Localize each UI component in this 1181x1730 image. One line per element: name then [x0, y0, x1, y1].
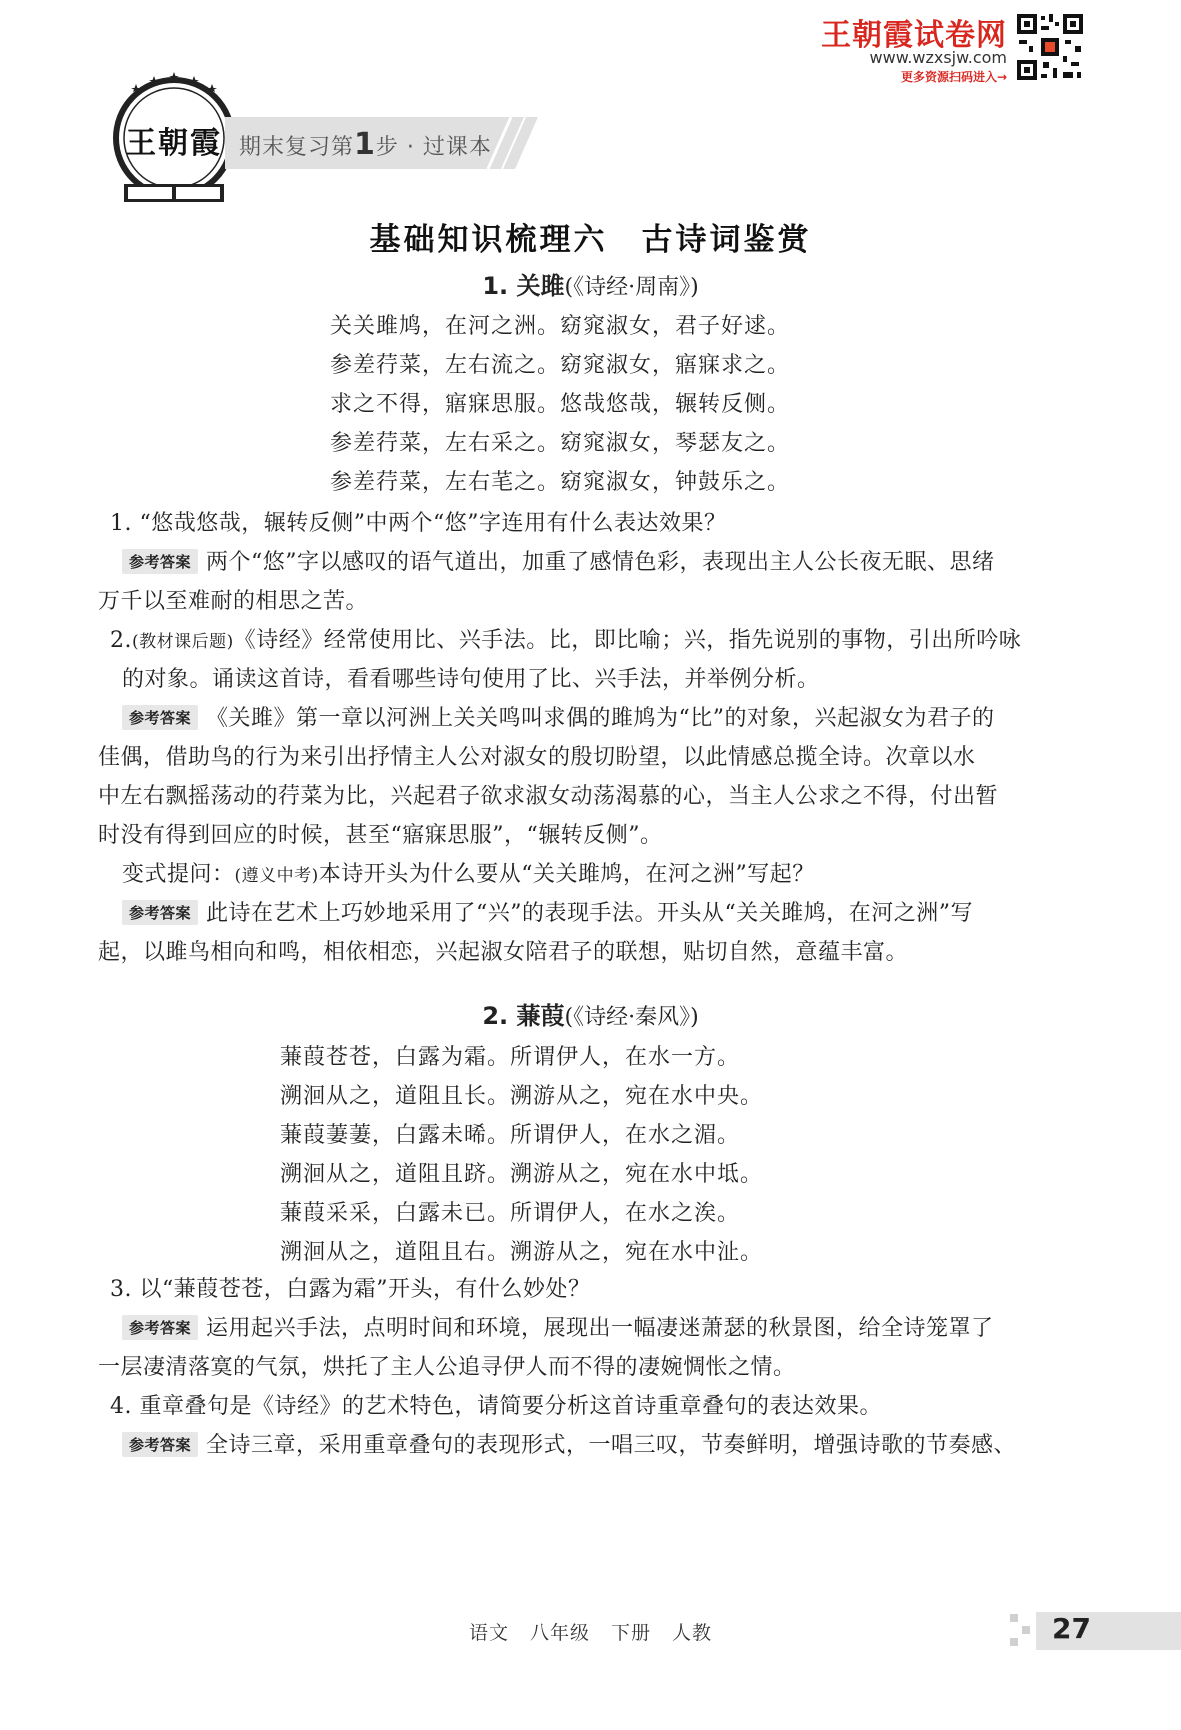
question-4: 4. 重章叠句是《诗经》的艺术特色，请简要分析这首诗重章叠句的表达效果。: [110, 1394, 882, 1419]
poem-number: 2. 蒹葭: [482, 1002, 565, 1030]
poem-line: 求之不得，寤寐思服。悠哉悠哉，辗转反侧。: [330, 392, 791, 417]
answer-tag: 参考答案: [122, 549, 198, 574]
poem-line: 蒹葭苍苍，白露为霜。所谓伊人，在水一方。: [280, 1045, 741, 1070]
answer-4-line: [122, 1428, 1016, 1459]
header-banner: [225, 117, 538, 169]
brand-block: [785, 10, 1085, 82]
variant-text: 本诗开头为什么要从“关关雎鸠，在河之洲”写起？: [318, 862, 815, 887]
logo-badge: [104, 72, 244, 212]
header-prefix: 期末复习第: [239, 135, 355, 160]
answer-tag: 参考答案: [122, 1315, 198, 1340]
brand-name: 王朝霞试卷网: [821, 18, 1007, 53]
poem-line: 溯洄从之，道阻且右。溯游从之，宛在水中沚。: [280, 1240, 764, 1265]
answer-1-line: 万千以至难耐的相思之苦。: [98, 589, 369, 614]
qr-code-icon: [1015, 12, 1085, 82]
variant-answer-line: [122, 896, 973, 927]
header-suffix: 步 · 过课本: [375, 135, 492, 160]
poem-title: [0, 996, 1181, 1031]
page-number: 27: [1052, 1612, 1091, 1645]
answer-2-line: 中左右飘摇荡动的荇菜为比，兴起君子欲求淑女动荡渴慕的心，当主人公求之不得，付出暂: [98, 784, 999, 809]
variant-answer-line: 起，以雎鸟相向和鸣，相依相恋，兴起淑女陪君子的联想，贴切自然，意蕴丰富。: [98, 940, 909, 965]
answer-text: 《关雎》第一章以河洲上关关鸣叫求偶的雎鸠为“比”的对象，兴起淑女为君子的: [206, 706, 995, 731]
footer-text: 语文 八年级 下册 人教: [468, 1622, 713, 1644]
question-2-line: 的对象。诵读这首诗，看看哪些诗句使用了比、兴手法，并举例分析。: [122, 667, 820, 692]
poem-source: (《诗经·秦风》): [564, 1005, 699, 1030]
variant-note: (遵义中考): [234, 866, 319, 886]
page-title: 基础知识梳理六 古诗词鉴赏: [369, 222, 812, 258]
brand-url: www.wzxsjw.com: [869, 48, 1007, 67]
header-step: 1: [354, 127, 376, 162]
question-number: 2.: [110, 628, 132, 653]
answer-2-line: [122, 701, 995, 732]
question-1: 1. “悠哉悠哉，辗转反侧”中两个“悠”字连用有什么表达效果？: [110, 511, 727, 536]
answer-tag: 参考答案: [122, 705, 198, 730]
poem-line: 关关雎鸠，在河之洲。窈窕淑女，君子好逑。: [330, 314, 791, 339]
question-note: (教材课后题): [132, 632, 234, 652]
answer-text: 运用起兴手法，点明时间和环境，展现出一幅凄迷萧瑟的秋景图，给全诗笼罩了: [206, 1316, 994, 1341]
poem-line: 参差荇菜，左右流之。窈窕淑女，寤寐求之。: [330, 353, 791, 378]
variant-question: [122, 857, 815, 888]
poem-line: 蒹葭采采，白露未已。所谓伊人，在水之涘。: [280, 1201, 741, 1226]
answer-2-line: 时没有得到回应的时候，甚至“寤寐思服”，“辗转反侧”。: [98, 823, 663, 848]
footer-decoration-icon: [1010, 1614, 1032, 1648]
answer-tag: 参考答案: [122, 1432, 198, 1457]
question-3: 3. 以“蒹葭苍苍，白露为霜”开头，有什么妙处？: [110, 1277, 591, 1302]
question-text: 《诗经》经常使用比、兴手法。比，即比喻；兴，指先说别的事物，引出所吟咏: [233, 628, 1022, 653]
answer-3-line: 一层凄清落寞的气氛，烘托了主人公追寻伊人而不得的凄婉惆怅之情。: [98, 1355, 796, 1380]
question-2: [110, 623, 1021, 654]
logo-text: 王朝霞: [126, 126, 222, 161]
answer-3-line: [122, 1311, 994, 1342]
header-text: [239, 127, 492, 162]
poem-line: 参差荇菜，左右采之。窈窕淑女，琴瑟友之。: [330, 431, 791, 456]
answer-text: 两个“悠”字以感叹的语气道出，加重了感情色彩，表现出主人公长夜无眠、思绪: [206, 550, 995, 575]
answer-text: 此诗在艺术上巧妙地采用了“兴”的表现手法。开头从“关关雎鸠，在河之洲”写: [206, 901, 974, 926]
poem-title: [0, 266, 1181, 301]
answer-2-line: 佳偶，借助鸟的行为来引出抒情主人公对淑女的殷切盼望，以此情感总揽全诗。次章以水: [98, 745, 976, 770]
answer-1-line: [122, 545, 995, 576]
variant-prefix: 变式提问：: [122, 862, 235, 887]
poem-line: 溯洄从之，道阻且跻。溯游从之，宛在水中坻。: [280, 1162, 764, 1187]
poem-line: 溯洄从之，道阻且长。溯游从之，宛在水中央。: [280, 1084, 764, 1109]
poem-number: 1. 关雎: [482, 272, 565, 300]
poem-line: 蒹葭萋萋，白露未晞。所谓伊人，在水之湄。: [280, 1123, 741, 1148]
answer-text: 全诗三章，采用重章叠句的表现形式，一唱三叹，节奏鲜明，增强诗歌的节奏感、: [206, 1433, 1017, 1458]
poem-line: 参差荇菜，左右芼之。窈窕淑女，钟鼓乐之。: [330, 470, 791, 495]
brand-cta: 更多资源扫码进入→: [900, 70, 1007, 84]
poem-source: (《诗经·周南》): [564, 275, 699, 300]
answer-tag: 参考答案: [122, 900, 198, 925]
